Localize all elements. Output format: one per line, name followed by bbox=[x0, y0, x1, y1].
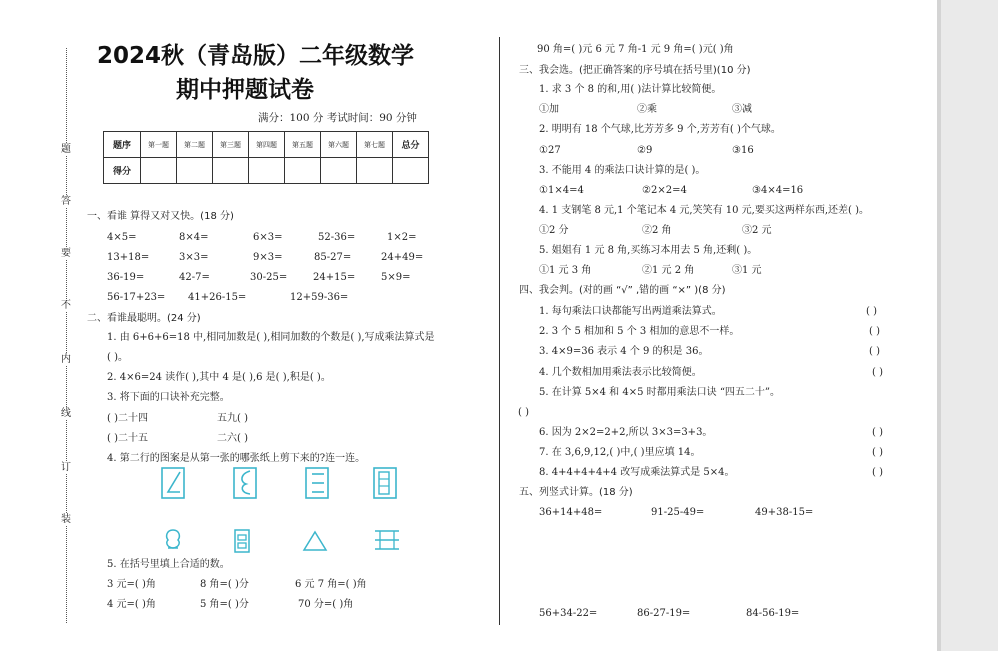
judge-item: 1. 每句乘法口诀都能写出两道乘法算式。 bbox=[539, 306, 722, 317]
q2-1: 1. 由 6+6+6=18 中,相同加数是( ),相同加数的个数是( ),写成乘法算式是 bbox=[107, 332, 435, 343]
paper-2-icon bbox=[232, 466, 258, 500]
section5-heading: 五、列竖式计算。(18 分) bbox=[519, 487, 633, 498]
calc-item: 3×3= bbox=[179, 252, 209, 263]
score-table-header: 第七题 bbox=[357, 132, 393, 158]
money-item: 6 元 7 角=( )角 bbox=[295, 579, 367, 590]
score-cell[interactable] bbox=[393, 158, 429, 184]
binding-char: 不 bbox=[61, 300, 71, 311]
section2-heading: 二、看谁最聪明。(24 分) bbox=[87, 313, 201, 324]
paper-4-icon bbox=[372, 466, 398, 500]
judge-answer-blank[interactable]: ( ) bbox=[872, 427, 883, 438]
calc-item: 4×5= bbox=[107, 232, 137, 243]
calc-item: 24+15= bbox=[313, 272, 356, 283]
choice-option: ③16 bbox=[732, 145, 754, 156]
score-cell[interactable] bbox=[249, 158, 285, 184]
judge-answer-blank[interactable]: ( ) bbox=[518, 407, 529, 418]
section4-heading: 四、我会判。(对的画 “√” ,错的画 “×” )(8 分) bbox=[519, 285, 726, 296]
vertical-calc-item: 49+38-15= bbox=[755, 507, 814, 518]
choice-option: ③4×4=16 bbox=[752, 185, 804, 196]
cutout-heart-icon bbox=[160, 526, 186, 552]
choice-question: 2. 明明有 18 个气球,比芳芳多 9 个,芳芳有( )个气球。 bbox=[539, 124, 781, 135]
vertical-calc-item: 86-27-19= bbox=[637, 608, 691, 619]
calc-item: 85-27= bbox=[314, 252, 352, 263]
q2-4: 4. 第二行的图案是从第一张的哪张纸上剪下来的?连一连。 bbox=[107, 453, 366, 464]
section1-heading: 一、看谁 算得又对又快。(18 分) bbox=[87, 211, 234, 222]
score-table-header-row bbox=[104, 132, 429, 158]
cutout-lines-icon bbox=[372, 527, 402, 553]
binding-char: 线 bbox=[61, 408, 71, 419]
choice-option: ③1 元 bbox=[732, 265, 762, 276]
calc-item: 8×4= bbox=[179, 232, 209, 243]
calc-item: 36-19= bbox=[107, 272, 145, 283]
kouju-item: ( )二十四 bbox=[107, 413, 148, 424]
judge-answer-blank[interactable]: ( ) bbox=[866, 306, 877, 317]
score-table-header: 第六题 bbox=[321, 132, 357, 158]
money-item: 4 元=( )角 bbox=[107, 599, 156, 610]
score-cell[interactable] bbox=[321, 158, 357, 184]
cutout-triangle-icon bbox=[302, 530, 328, 552]
judge-item: 3. 4×9=36 表示 4 个 9 的积是 36。 bbox=[539, 346, 709, 357]
column-divider bbox=[499, 37, 500, 625]
score-cell[interactable] bbox=[177, 158, 213, 184]
calc-item: 30-25= bbox=[250, 272, 288, 283]
judge-item: 6. 因为 2×2=2+2,所以 3×3=3+3。 bbox=[539, 427, 713, 438]
judge-item: 5. 在计算 5×4 和 4×5 时都用乘法口诀 “四五二十”。 bbox=[539, 387, 781, 398]
choice-question: 5. 姐姐有 1 元 8 角,买练习本用去 5 角,还剩( )。 bbox=[539, 245, 758, 256]
choice-option: ①1×4=4 bbox=[539, 185, 584, 196]
judge-item: 7. 在 3,6,9,12,( )中,( )里应填 14。 bbox=[539, 447, 701, 458]
binding-char: 装 bbox=[61, 514, 71, 525]
score-cell[interactable] bbox=[357, 158, 393, 184]
money-item: 8 角=( )分 bbox=[200, 579, 249, 590]
kouju-item: 二六( ) bbox=[217, 433, 248, 444]
binding-char: 答 bbox=[61, 196, 71, 207]
score-table-header: 第三题 bbox=[213, 132, 249, 158]
choice-option: ②2×2=4 bbox=[642, 185, 687, 196]
score-cell[interactable] bbox=[141, 158, 177, 184]
calc-item: 24+49= bbox=[381, 252, 424, 263]
binding-char: 内 bbox=[61, 354, 71, 365]
vertical-calc-item: 84-56-19= bbox=[746, 608, 800, 619]
judge-answer-blank[interactable]: ( ) bbox=[872, 447, 883, 458]
binding-char: 题 bbox=[61, 144, 71, 155]
vertical-calc-item: 36+14+48= bbox=[539, 507, 603, 518]
judge-item: 4. 几个数相加用乘法表示比较简便。 bbox=[539, 367, 702, 378]
score-table-score-row bbox=[104, 158, 429, 184]
calc-item: 41+26-15= bbox=[188, 292, 247, 303]
score-cell[interactable] bbox=[213, 158, 249, 184]
calc-item: 52-36= bbox=[318, 232, 356, 243]
score-row-label: 得分 bbox=[104, 158, 141, 184]
cutout-ladder-icon bbox=[232, 528, 252, 554]
choice-option: ②乘 bbox=[637, 104, 657, 115]
choice-option: ③减 bbox=[732, 104, 752, 115]
kouju-item: ( )二十五 bbox=[107, 433, 148, 444]
score-table bbox=[103, 131, 429, 184]
choice-option: ①27 bbox=[539, 145, 561, 156]
section3-heading: 三、我会选。(把正确答案的序号填在括号里)(10 分) bbox=[519, 65, 751, 76]
choice-question: 3. 不能用 4 的乘法口诀计算的是( )。 bbox=[539, 165, 706, 176]
q2-5: 5. 在括号里填上合适的数。 bbox=[107, 559, 230, 570]
binding-dotted-line bbox=[66, 48, 67, 623]
calc-item: 9×3= bbox=[253, 252, 283, 263]
judge-answer-blank[interactable]: ( ) bbox=[872, 367, 883, 378]
choice-option: ②2 角 bbox=[642, 225, 672, 236]
judge-item: 2. 3 个 5 相加和 5 个 3 相加的意思不一样。 bbox=[539, 326, 740, 337]
calc-item: 6×3= bbox=[253, 232, 283, 243]
page-edge-shadow bbox=[937, 0, 941, 651]
exam-title-line2: 期中押题试卷 bbox=[176, 77, 314, 103]
calc-item: 1×2= bbox=[387, 232, 417, 243]
paper-1-icon bbox=[160, 466, 186, 500]
paper-3-icon bbox=[304, 466, 330, 500]
choice-option: ②9 bbox=[637, 145, 653, 156]
score-table-header: 第一题 bbox=[141, 132, 177, 158]
binding-char: 要 bbox=[61, 248, 71, 259]
choice-option: ①加 bbox=[539, 104, 559, 115]
calc-item: 56-17+23= bbox=[107, 292, 166, 303]
calc-item: 12+59-36= bbox=[290, 292, 349, 303]
kouju-item: 五九( ) bbox=[217, 413, 248, 424]
q2-3: 3. 将下面的口诀补充完整。 bbox=[107, 392, 230, 403]
judge-answer-blank[interactable]: ( ) bbox=[869, 346, 880, 357]
score-cell[interactable] bbox=[285, 158, 321, 184]
choice-question: 1. 求 3 个 8 的和,用( )法计算比较简便。 bbox=[539, 84, 722, 95]
judge-item: 8. 4+4+4+4+4 改写成乘法算式是 5×4。 bbox=[539, 467, 735, 478]
choice-option: ①2 分 bbox=[539, 225, 569, 236]
money-continued: 90 角=( )元 6 元 7 角-1 元 9 角=( )元( )角 bbox=[537, 44, 734, 55]
choice-option: ②1 元 2 角 bbox=[642, 265, 695, 276]
vertical-calc-item: 56+34-22= bbox=[539, 608, 598, 619]
choice-option: ③2 元 bbox=[742, 225, 772, 236]
score-table-header: 第二题 bbox=[177, 132, 213, 158]
binding-char: 订 bbox=[61, 462, 71, 473]
exam-title-line1: 2024秋（青岛版）二年级数学 bbox=[97, 43, 415, 69]
money-item: 3 元=( )角 bbox=[107, 579, 156, 590]
money-item: 5 角=( )分 bbox=[200, 599, 249, 610]
calc-item: 42-7= bbox=[179, 272, 210, 283]
score-table-header: 题序 bbox=[104, 132, 141, 158]
calc-item: 5×9= bbox=[381, 272, 411, 283]
judge-answer-blank[interactable]: ( ) bbox=[869, 326, 880, 337]
calc-item: 13+18= bbox=[107, 252, 150, 263]
q2-2: 2. 4×6=24 读作( ),其中 4 是( ),6 是( ),积是( )。 bbox=[107, 372, 331, 383]
q2-1-answer: ( )。 bbox=[107, 352, 128, 363]
money-item: 70 分=( )角 bbox=[298, 599, 354, 610]
judge-answer-blank[interactable]: ( ) bbox=[872, 467, 883, 478]
exam-meta: 满分：100 分 考试时间：90 分钟 bbox=[258, 112, 417, 124]
score-table-header: 总分 bbox=[393, 132, 429, 158]
vertical-calc-item: 91-25-49= bbox=[651, 507, 705, 518]
choice-option: ①1 元 3 角 bbox=[539, 265, 592, 276]
choice-question: 4. 1 支钢笔 8 元,1 个笔记本 4 元,笑笑有 10 元,要买这两样东西,还差( )。 bbox=[539, 205, 870, 216]
score-table-header: 第五题 bbox=[285, 132, 321, 158]
score-table-header: 第四题 bbox=[249, 132, 285, 158]
